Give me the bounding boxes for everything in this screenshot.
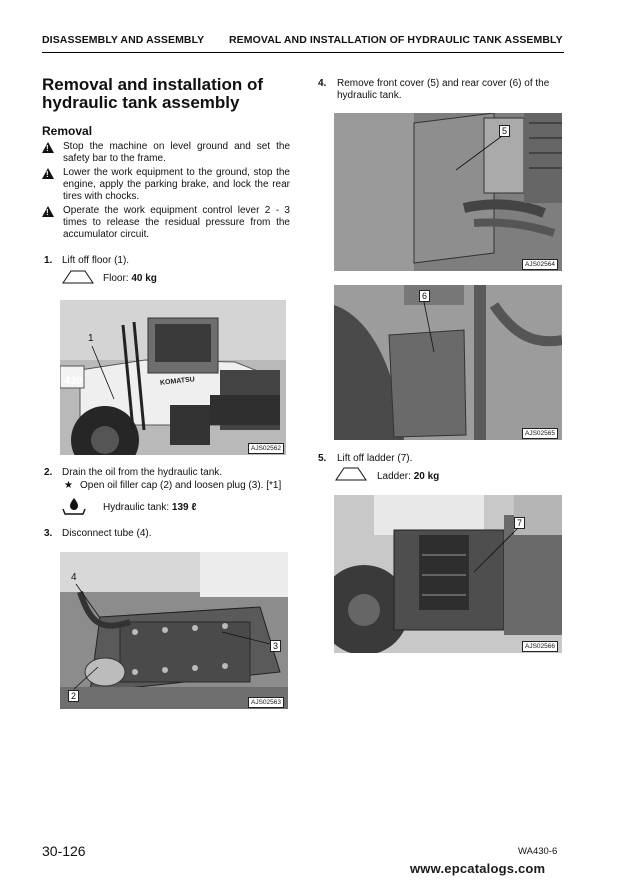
header-rule	[42, 52, 564, 53]
photo-code-2: AJS02563	[248, 697, 284, 708]
callout-1: 1	[88, 333, 94, 344]
callout-5-leader	[452, 134, 504, 174]
warning-3-text: Operate the work equipment control lever 2 - 3 times to release the residual pressure from the accumulator circuit.	[63, 205, 290, 240]
photo-front-cover	[334, 113, 562, 271]
step-5-text: Lift off ladder (7).	[337, 453, 413, 464]
photo-ladder	[334, 495, 562, 653]
callout-2: 2	[68, 690, 79, 702]
step-4-text-line1: Remove front cover (5) and rear cover (6) of the	[337, 78, 550, 89]
callout-6: 6	[419, 290, 430, 302]
loader-brand-text: KOMATSU	[159, 376, 196, 387]
callout-4: 4	[71, 572, 77, 583]
callout-4-leader	[74, 582, 104, 622]
step-4-number: 4.	[318, 78, 327, 89]
callout-7-leader	[470, 526, 520, 576]
step-2-sub-bullet: ★	[64, 480, 73, 491]
photo-code-5: AJS02566	[522, 641, 558, 652]
page-title	[42, 76, 292, 112]
weight-label: Floor:	[103, 273, 132, 284]
step-1-text: Lift off floor (1).	[62, 255, 130, 266]
warning-icon	[42, 142, 54, 153]
callout-3: 3	[270, 640, 281, 652]
header-section-title: DISASSEMBLY AND ASSEMBLY	[42, 34, 205, 46]
step-4-text-line2: hydraulic tank.	[337, 90, 402, 101]
callout-5: 5	[499, 125, 510, 137]
watermark: www.epcatalogs.com	[410, 861, 546, 876]
step-3-number: 3.	[44, 528, 53, 539]
tank-value: 139 ℓ	[171, 502, 197, 513]
photo-code-1: AJS02562	[248, 443, 284, 454]
warning-icon	[42, 168, 54, 179]
tank-capacity	[103, 502, 196, 514]
callout-3-leader	[220, 628, 272, 648]
callout-1-leader	[90, 344, 120, 404]
callout-2-leader	[72, 665, 102, 691]
callout-6-leader	[420, 300, 440, 355]
step-3-text: Disconnect tube (4).	[62, 528, 152, 539]
warning-2	[42, 167, 290, 203]
warning-1	[42, 141, 290, 165]
page-title-line2: hydraulic tank assembly	[42, 93, 240, 112]
weight-value: 20 kg	[413, 471, 440, 482]
step-2-number: 2.	[44, 467, 53, 478]
removal-subheading: Removal	[42, 124, 93, 138]
oil-drain-icon	[62, 497, 86, 515]
model-number: WA430-6	[518, 846, 558, 857]
step-2-sub-text: Open oil filler cap (2) and loosen plug (3). [*1]	[80, 480, 282, 491]
loader-model-badge: 430	[64, 375, 83, 387]
step-2-text: Drain the oil from the hydraulic tank.	[62, 467, 223, 478]
page-title-line1: Removal and installation of	[42, 75, 264, 94]
step-1-weight	[103, 273, 157, 285]
photo-code-4: AJS02565	[522, 428, 558, 439]
photo-rear-cover	[334, 285, 562, 440]
weight-icon	[335, 467, 367, 481]
tank-label: Hydraulic tank:	[103, 502, 172, 513]
step-4-text	[337, 78, 567, 102]
weight-value: 40 kg	[131, 273, 157, 284]
step-1-number: 1.	[44, 255, 53, 266]
warning-1-text: Stop the machine on level ground and set the safety bar to the frame.	[63, 141, 290, 164]
warning-3	[42, 205, 290, 241]
photo-code-3: AJS02564	[522, 259, 558, 270]
page-number: 30-126	[42, 843, 86, 859]
weight-label: Ladder:	[377, 471, 414, 482]
warning-2-text: Lower the work equipment to the ground, stop the engine, apply the parking brake, and lock the rear tires with chocks.	[63, 167, 290, 202]
warning-icon	[42, 206, 54, 217]
callout-7: 7	[514, 517, 525, 529]
step-5-number: 5.	[318, 453, 327, 464]
header-page-title: REMOVAL AND INSTALLATION OF HYDRAULIC TANK ASSEMBLY	[229, 34, 563, 46]
step-5-weight	[377, 471, 439, 483]
weight-icon	[62, 270, 94, 284]
